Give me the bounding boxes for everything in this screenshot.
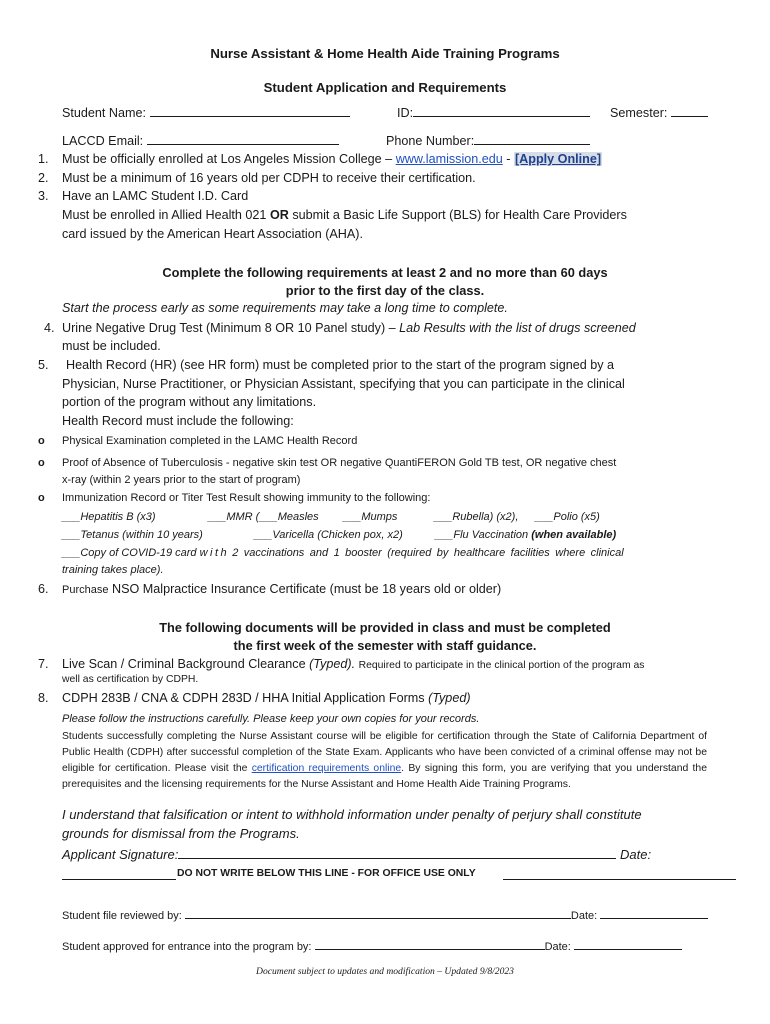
semester-line[interactable] [671,105,708,117]
imm-mumps [343,511,397,524]
imm-blank[interactable]: ___ [434,511,453,523]
imm-rubella [434,511,518,524]
item-7-small: Required to participate in the clinical portion of the program as [358,660,645,671]
item-3-number: 3. [38,189,49,203]
instructions-italic: Please follow the instructions carefully. Please keep your own copies for your records. [62,713,480,725]
imm-blank[interactable]: ___ [535,511,554,523]
reviewed-by-field[interactable] [62,907,708,923]
item-6-number: 6. [38,582,49,596]
student-id-field[interactable] [397,105,590,121]
office-divider-right [503,879,736,880]
item-5-line-2: Physician, Nurse Practitioner, or Physician Assistant, specifying that you can participate in the clinical [62,377,625,391]
reviewed-by-line[interactable] [185,907,571,919]
imm-blank[interactable]: ___ [62,547,81,559]
imm-tetanus [62,529,203,542]
item-1-number: 1. [38,152,49,166]
student-name-line[interactable] [150,105,350,117]
imm-blank[interactable]: ___ [343,511,362,523]
approved-by-label: Student approved for entrance into the program by: [62,941,312,953]
email-field[interactable] [62,133,339,149]
item-3-bls-line [62,208,627,223]
item-8-typed: (Typed) [428,691,471,705]
item-7 [62,657,644,672]
item-4-italic: Lab Results with the list of drugs screened [399,321,636,335]
item-8-text: CDPH 283B / CNA & CDPH 283D / HHA Initial Application Forms [62,691,425,705]
imm-varicella [254,529,403,542]
reviewed-by-label: Student file reviewed by: [62,910,182,922]
item-7-typed: (Typed). [309,657,356,671]
item-5-number: 5. [38,358,49,372]
item-4-cont: must be included. [62,339,161,353]
applicant-signature-field[interactable] [62,846,651,863]
email-label: LACCD Email: [62,134,144,148]
imm-covid-pre: Copy of COVID-19 card [80,547,197,559]
approved-by-field[interactable] [62,938,682,954]
imm-blank[interactable]: ___ [62,529,81,541]
item-4-text: Urine Negative Drug Test (Minimum 8 OR 10 Panel study) – [62,321,396,335]
approved-date-label: Date: [544,941,571,953]
item-7-number: 7. [38,657,49,671]
imm-covid-with: with [199,547,230,559]
imm-covid-line-2: training takes place). [62,564,164,576]
email-line[interactable] [147,133,339,145]
lamission-link[interactable]: www.lamission.edu [395,152,503,166]
sub-bullet-marker-3: o [38,492,45,504]
item-1-separator: - [506,152,511,166]
item-6 [62,582,501,597]
sub-bullet-physical-exam: Physical Examination completed in the LAMC Health Record [62,435,358,447]
imm-measles-label: Measles [277,511,319,523]
section-1-heading-line-1: Complete the following requirements at least 2 and no more than 60 days [162,265,608,280]
phone-field[interactable] [386,133,590,149]
footer-note: Document subject to updates and modification – Updated 9/8/2023 [256,966,514,977]
imm-varicella-label: Varicella (Chicken pox, x2) [272,529,403,541]
item-2-text: Must be a minimum of 16 years old per CDPH to receive their certification. [62,171,476,185]
imm-blank[interactable]: ___ [259,511,278,523]
applicant-date-label: Date: [619,847,652,862]
section-1-note: Start the process early as some requirements may take a long time to complete. [62,301,508,315]
imm-tetanus-label: Tetanus (within 10 years) [80,529,203,541]
apply-online-link[interactable]: [Apply Online] [514,152,602,166]
item-5-line-3: portion of the program without any limitations. [62,395,317,409]
item-3-text: Have an LAMC Student I.D. Card [62,189,249,203]
semester-field[interactable] [610,105,708,121]
imm-rubella-label: Rubella) (x2), [452,511,519,523]
imm-mumps-label: Mumps [361,511,398,523]
item-4-number: 4. [44,321,55,335]
student-id-label: ID: [397,106,414,120]
item-5-line-1: Health Record (HR) (see HR form) must be completed prior to the start of the program signed by a [66,358,615,372]
item-3-or: OR [269,208,289,222]
item-6-purchase: Purchase [62,584,109,596]
sub-bullet-tb-line-1: Proof of Absence of Tuberculosis - negative skin test OR negative QuantiFERON Gold TB test, OR negative chest [62,457,617,469]
declaration-line-1: I understand that falsification or intent to withhold information under penalty of perjury shall constitute [62,807,642,822]
imm-blank[interactable]: ___ [62,511,81,523]
imm-hepatitis-b [62,511,156,524]
imm-flu-label: Flu Vaccination [453,529,529,541]
sub-bullet-marker-2: o [38,457,45,469]
student-id-line[interactable] [413,105,590,117]
sub-bullet-tb-line-2: x-ray (within 2 years prior to the start of program) [62,474,301,486]
page-title: Nurse Assistant & Home Health Aide Training Programs [210,46,560,61]
item-5-line-4: Health Record must include the following: [62,414,294,428]
certification-requirements-link[interactable]: certification requirements online [251,763,402,774]
imm-hepatitis-b-label: Hepatitis B (x3) [80,511,156,523]
imm-polio [535,511,600,524]
imm-covid [62,547,702,560]
office-divider-left [62,879,176,880]
item-8 [62,691,471,706]
item-1 [62,152,602,167]
imm-mmr-label: MMR ( [226,511,260,523]
imm-flu-when-available: (when available) [531,529,617,541]
page-subtitle: Student Application and Requirements [263,80,507,95]
applicant-signature-label: Applicant Signature: [62,847,179,862]
item-1-text: Must be officially enrolled at Los Angeles Mission College – [62,152,393,166]
phone-label: Phone Number: [386,134,475,148]
item-7-text: Live Scan / Criminal Background Clearance [62,657,306,671]
reviewed-date-label: Date: [570,910,598,922]
item-8-number: 8. [38,691,49,705]
item-7-small-line-2: well as certification by CDPH. [62,674,199,685]
imm-flu [435,529,616,542]
approved-by-line[interactable] [315,938,545,950]
item-4 [62,321,636,336]
imm-blank[interactable]: ___ [435,529,454,541]
imm-blank[interactable]: ___ [208,511,227,523]
office-use-label: DO NOT WRITE BELOW THIS LINE - FOR OFFICE USE ONLY [177,868,476,879]
sub-bullet-immunization: Immunization Record or Titer Test Result showing immunity to the following: [62,492,431,504]
imm-blank[interactable]: ___ [254,529,273,541]
applicant-signature-line[interactable] [178,846,616,859]
student-name-label: Student Name: [62,106,147,120]
section-2-heading-line-2: the first week of the semester with staff guidance. [233,638,537,653]
section-1-heading-line-2: prior to the first day of the class. [285,283,485,298]
declaration-line-2: grounds for dismissal from the Programs. [62,826,300,841]
semester-label: Semester: [610,106,668,120]
item-6-text: NSO Malpractice Insurance Certificate (must be 18 years old or older) [111,582,502,596]
instructions-paragraph [62,729,707,793]
section-2-heading-line-1: The following documents will be provided in class and must be completed [159,620,611,635]
reviewed-date-line[interactable] [600,907,708,919]
imm-mmr [208,511,319,524]
approved-date-line[interactable] [574,938,682,950]
imm-polio-label: Polio (x5) [553,511,600,523]
student-name-field[interactable] [62,105,350,121]
sub-bullet-marker-1: o [38,435,45,447]
imm-covid-post: 2 vaccinations and 1 booster (required by healthcare facilities where clinical [232,547,624,559]
item-3-bls-pre: Must be enrolled in Allied Health 021 [62,208,267,222]
instructions-paragraph-post: . By signing this form, you are verifying that you understand the prerequisites and the licensing requirements for the Nurse Assistant and Home Health Aide Training Programs. [62,763,707,790]
item-2-number: 2. [38,171,49,185]
phone-line[interactable] [474,133,590,145]
item-3-bls-post: submit a Basic Life Support (BLS) for Health Care Providers [292,208,627,222]
item-3-aha-line: card issued by the American Heart Association (AHA). [62,227,363,241]
instructions-paragraph-pre: Students successfully completing the Nurse Assistant course will be eligible for certification through the State of California Department of Public Health (CDPH) after successful completion of the State Exam. Applicants who have been convicted of a criminal offense may not be eligible for certification. Please visit the [62,731,707,774]
